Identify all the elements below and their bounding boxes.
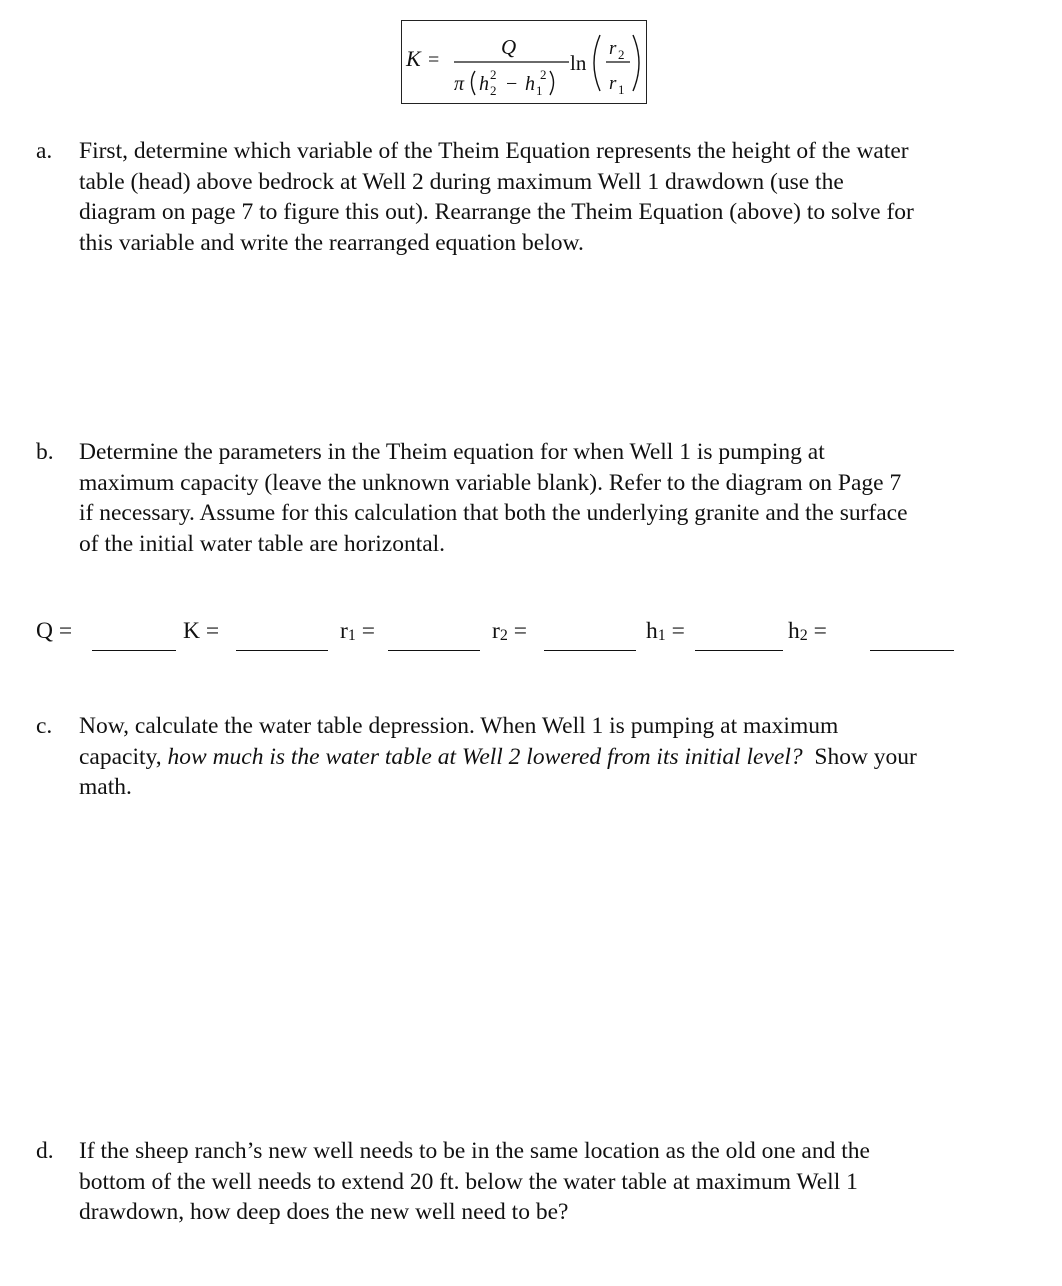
param-h1-blank[interactable] (695, 650, 783, 651)
param-h2-label (788, 618, 827, 645)
question-b-text (79, 437, 1029, 559)
param-r1-base: r (340, 618, 348, 644)
param-r1-eq: = (355, 618, 375, 644)
param-q-blank[interactable] (92, 650, 176, 651)
eq-r1: r (609, 73, 617, 94)
param-r1-blank[interactable] (388, 650, 480, 651)
param-r2-eq: = (507, 618, 527, 644)
eq-k: K (406, 46, 421, 71)
question-d-line: If the sheep ranch’s new well needs to be in the same location as the old one and the (79, 1138, 870, 1164)
eq-ln-left-paren (594, 35, 600, 91)
question-c-line (79, 742, 1029, 773)
param-r1-sub: 1 (347, 627, 356, 644)
question-c-line: math. (79, 774, 132, 800)
question-c-italic: how much is the water table at Well 2 lowered from its initial level? (167, 743, 803, 770)
question-a-line: this variable and write the rearranged equation below. (79, 229, 584, 256)
eq-h1: h (525, 73, 535, 95)
param-r2-label (492, 618, 527, 645)
question-c-label: c. (36, 713, 53, 739)
param-h2-sub: 2 (799, 627, 808, 644)
parameter-row (0, 618, 1062, 658)
param-h2-blank[interactable] (870, 650, 954, 651)
eq-r1-sub: 1 (618, 82, 625, 97)
param-h1-eq: = (665, 618, 685, 644)
param-h2-base: h (788, 618, 800, 644)
question-c-tail: Show your (802, 743, 917, 770)
param-h1-sub: 1 (657, 627, 666, 644)
question-a-line: table (head) above bedrock at Well 2 during maximum Well 1 drawdown (use the (79, 168, 844, 195)
param-k-blank[interactable] (236, 650, 328, 651)
eq-equals: = (428, 49, 440, 71)
question-c-text (79, 711, 1029, 803)
eq-numerator-q: Q (501, 35, 517, 59)
eq-minus: − (506, 73, 518, 95)
question-a-label: a. (36, 138, 53, 164)
param-r2-blank[interactable] (544, 650, 636, 651)
eq-h2: h (479, 73, 489, 95)
question-c-plain: capacity, (79, 743, 168, 770)
param-r2-sub: 2 (499, 627, 508, 644)
question-d-text (79, 1136, 1029, 1228)
eq-ln: ln (570, 51, 587, 75)
param-h1-label (646, 618, 685, 645)
question-a-line: First, determine which variable of the Theim Equation represents the height of the water (79, 138, 909, 164)
param-h1-base: h (646, 618, 658, 644)
question-a-text (79, 136, 1029, 258)
theim-equation (402, 21, 648, 105)
eq-h1-sup: 2 (540, 67, 547, 82)
eq-r2: r (609, 38, 617, 59)
theim-equation-box (401, 20, 647, 104)
eq-left-paren (472, 71, 476, 95)
question-a-line: diagram on page 7 to figure this out). Rearrange the Theim Equation (above) to solve for (79, 199, 914, 225)
question-b-line: if necessary. Assume for this calculation that both the underlying granite and the surface (79, 500, 908, 526)
question-b-line: of the initial water table are horizontal. (79, 530, 446, 557)
eq-ln-right-paren (633, 35, 639, 91)
eq-right-paren (550, 71, 554, 95)
question-d-line: bottom of the well needs to extend 20 ft. below the water table at maximum Well 1 (79, 1168, 858, 1195)
question-b-line: Determine the parameters in the Theim equation for when Well 1 is pumping at (79, 439, 825, 465)
question-b-line: maximum capacity (leave the unknown variable blank). Refer to the diagram on Page 7 (79, 469, 902, 496)
question-d-line: drawdown, how deep does the new well need to be? (79, 1199, 569, 1225)
eq-h1-sub: 1 (536, 83, 543, 98)
param-q-label: Q = (36, 618, 73, 644)
question-c-line: Now, calculate the water table depression. When Well 1 is pumping at maximum (79, 713, 839, 739)
eq-h2-sub: 2 (490, 83, 497, 98)
eq-h2-sup: 2 (490, 67, 497, 82)
param-r1-label (340, 618, 375, 645)
param-k-label: K = (183, 618, 220, 644)
question-b-label: b. (36, 439, 54, 465)
question-d-label: d. (36, 1138, 54, 1164)
eq-pi: π (454, 73, 465, 95)
eq-r2-sub: 2 (618, 47, 625, 62)
param-h2-eq: = (807, 618, 827, 644)
param-r2-base: r (492, 618, 500, 644)
